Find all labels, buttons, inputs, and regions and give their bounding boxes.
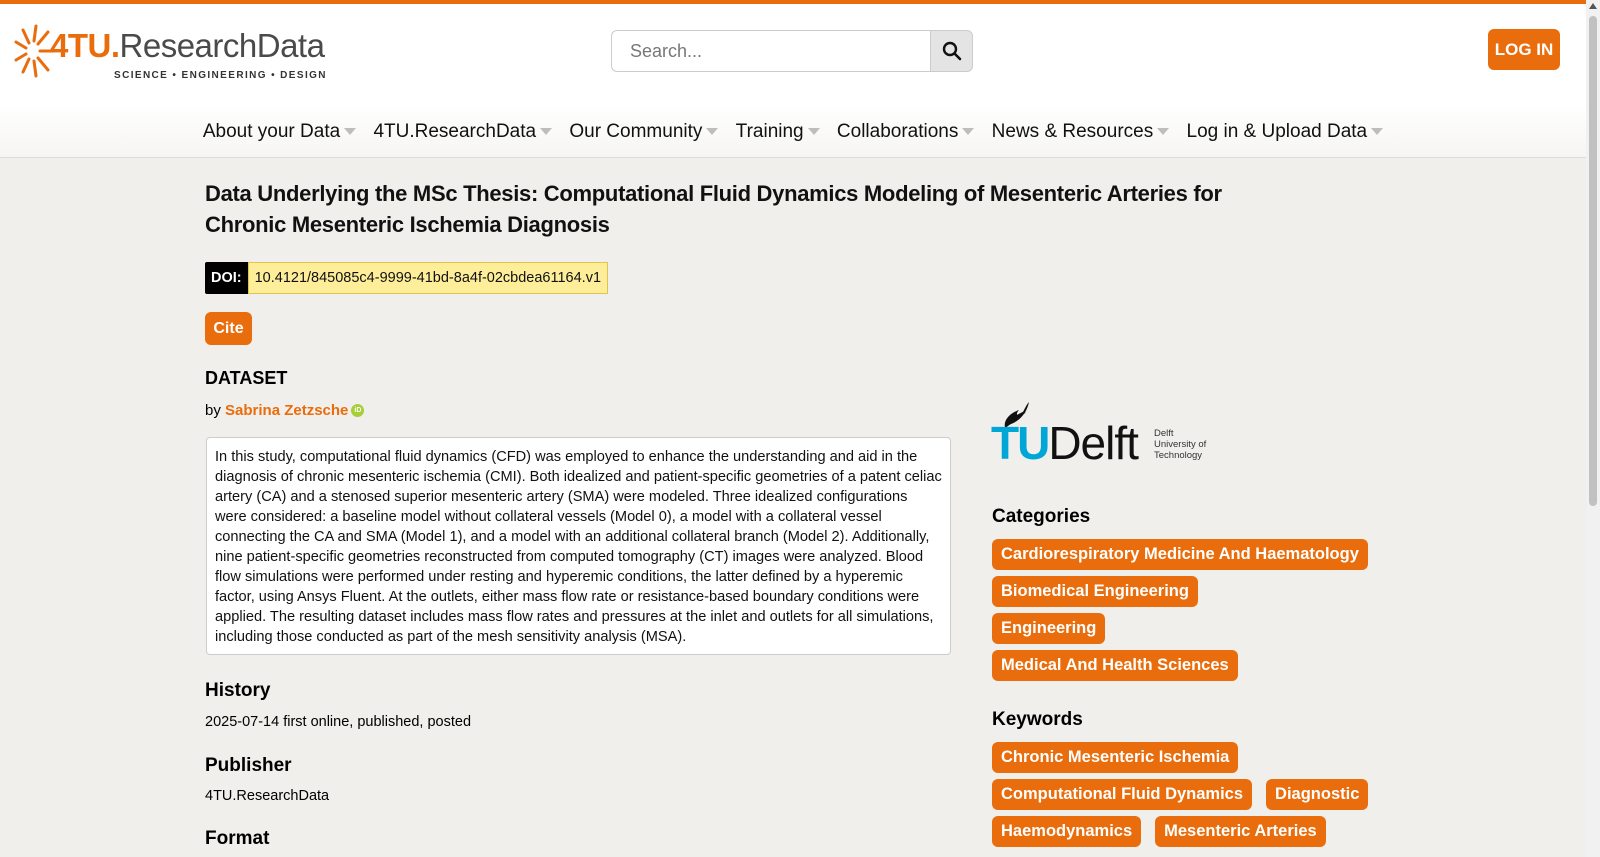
search-input[interactable] (611, 30, 931, 72)
by-label: by (205, 402, 221, 419)
caret-down-icon (962, 128, 974, 135)
nav-item-about-your-data[interactable]: About your Data (203, 121, 356, 143)
history-value: 2025-07-14 first online, published, posted (205, 714, 472, 730)
search-icon (942, 41, 962, 61)
item-type-label: DATASET (205, 368, 288, 388)
categories-list (992, 539, 1412, 687)
publisher-heading: Publisher (205, 755, 292, 776)
nav-item-news-resources[interactable]: News & Resources (992, 121, 1170, 143)
category-tag[interactable]: Biomedical Engineering (992, 576, 1198, 607)
scroll-up-arrow-icon[interactable] (1589, 3, 1597, 9)
tu-delft-wordmark: TUDelft (991, 417, 1138, 469)
doi-value[interactable]: 10.4121/845085c4-9999-41bd-8a4f-02cbdea61164.v1 (248, 262, 608, 294)
nav-item-collaborations[interactable]: Collaborations (837, 121, 974, 143)
nav-item-our-community[interactable]: Our Community (569, 121, 718, 143)
keyword-tag[interactable]: Chronic Mesenteric Ischemia (992, 742, 1238, 773)
logo-tagline: SCIENCE • ENGINEERING • DESIGN (114, 70, 327, 81)
nav-item-4tu-researchdata[interactable]: 4TU.ResearchData (373, 121, 552, 143)
keyword-tag[interactable]: Haemodynamics (992, 816, 1141, 847)
caret-down-icon (540, 128, 552, 135)
dataset-description: In this study, computational fluid dynamics (CFD) was employed to enhance the understanding and aid in the diagnosis of chronic mesenteric ischemia (CMI). Both idealized and patient-specific geometries of a patent celiac artery (CA) and a stenosed superior mesenteric artery (SMA) were modeled. Three idealized configurations were considered: a baseline model without collateral vessels (Model 0), a model with a collateral vessel connecting the CA and SMA (Model 1), and a model with an additional collateral branch (Model 2). Additionally, nine patient-specific geometries reconstructed from computed tomography (CT) images were analyzed. Blood flow simulations were performed under resting and hyperemic conditions, the latter defined by a hyperemic factor, using Ansys Fluent. At the outlets, either mass flow rate or resistance-based boundary conditions were applied. The resulting dataset includes mass flow rates and pressures at the inlet and outlets for all simulations, including those conducted as part of the mesh sensitivity analysis (MSA). (206, 437, 951, 655)
format-heading: Format (205, 828, 270, 849)
logo-wordmark: 4TU.ResearchData (50, 27, 325, 64)
dataset-title: Data Underlying the MSc Thesis: Computational Fluid Dynamics Modeling of Mesenteric Arteries for Chronic Mesenteric Ischemia Diagnosis (205, 181, 1222, 237)
site-logo[interactable] (14, 20, 327, 90)
scrollbar-thumb[interactable] (1589, 16, 1597, 506)
category-tag[interactable]: Cardiorespiratory Medicine And Haematology (992, 539, 1368, 570)
caret-down-icon (706, 128, 718, 135)
category-tag[interactable]: Engineering (992, 613, 1105, 644)
page-scrollbar[interactable] (1586, 0, 1600, 857)
keywords-heading: Keywords (992, 709, 1083, 730)
publisher-value: 4TU.ResearchData (205, 788, 330, 804)
tu-delft-logo[interactable] (991, 400, 1221, 470)
doi-label: DOI: (205, 262, 248, 294)
caret-down-icon (1371, 128, 1383, 135)
keyword-tag[interactable]: Mesenteric Arteries (1155, 816, 1326, 847)
category-tag[interactable]: Medical And Health Sciences (992, 650, 1238, 681)
author-link[interactable]: Sabrina Zetzsche (225, 402, 349, 419)
main-nav (0, 121, 1586, 143)
caret-down-icon (344, 128, 356, 135)
nav-item-training[interactable]: Training (736, 121, 820, 143)
doi-badge[interactable] (205, 262, 608, 294)
orcid-icon[interactable]: iD (351, 404, 364, 417)
categories-heading: Categories (992, 506, 1091, 527)
site-header (0, 4, 1586, 158)
caret-down-icon (1157, 128, 1169, 135)
keyword-tag[interactable]: Computational Fluid Dynamics (992, 779, 1252, 810)
caret-down-icon (808, 128, 820, 135)
login-button[interactable]: LOG IN (1488, 29, 1560, 70)
search-bar (611, 30, 973, 72)
author-line (205, 402, 364, 419)
cite-button[interactable]: Cite (205, 312, 252, 345)
keyword-tag[interactable]: Diagnostic (1266, 779, 1368, 810)
tu-delft-subtitle: Delft University of Technology (1154, 428, 1207, 461)
keywords-list (992, 742, 1412, 853)
history-heading: History (205, 680, 271, 701)
search-button[interactable] (930, 30, 973, 72)
nav-item-login-upload[interactable]: Log in & Upload Data (1187, 121, 1384, 143)
